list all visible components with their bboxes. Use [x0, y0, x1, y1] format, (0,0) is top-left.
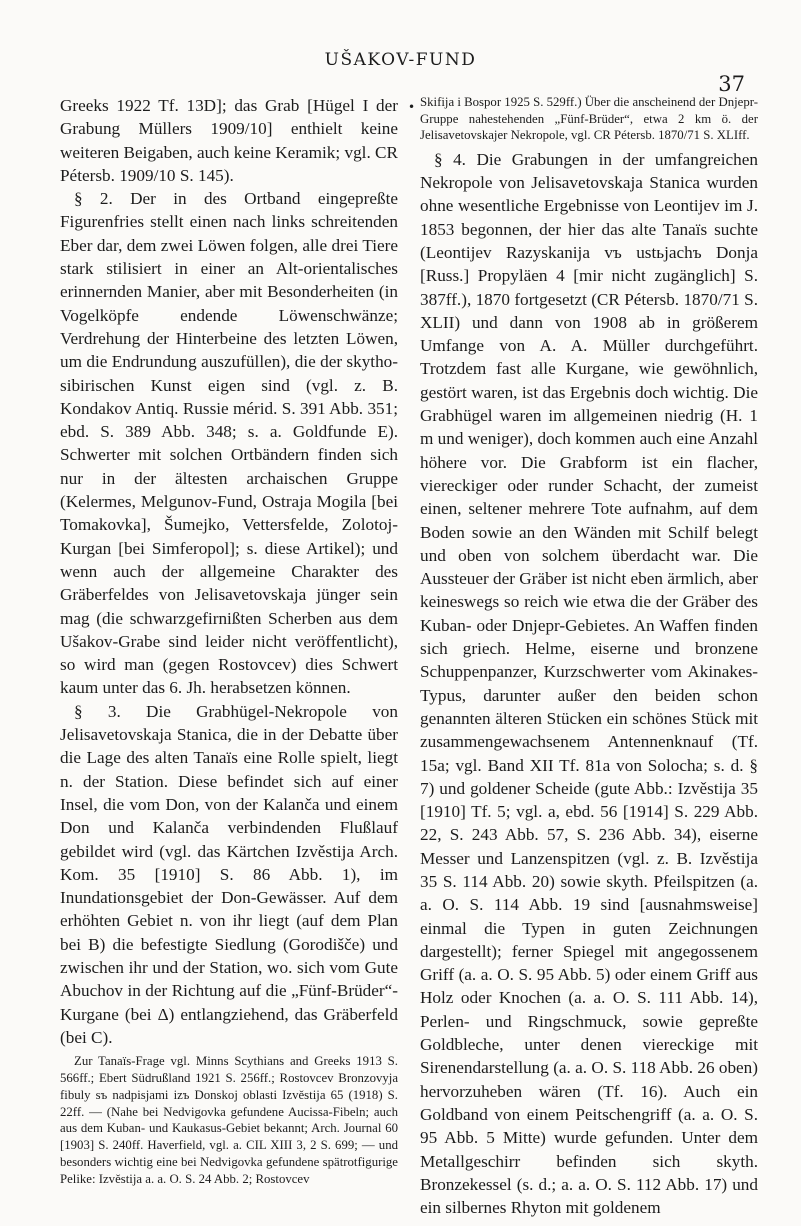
paragraph: Greeks 1922 Tf. 13D]; das Grab [Hügel I der Grabung Müllers 1909/10] enthielt keine weiteren Beigaben, auch keine Keramik; vgl. CR Pétersb. 1909/10 S. 145). — [60, 96, 398, 185]
footnote-continuation-text: Skifija i Bospor 1925 S. 529ff.) Über die anscheinend der Dnjepr-Gruppe nahestehenden „Fünf-Brüder“, etwa 2 km ö. der Jelisavetovskajer Nekropole, vgl. CR Pétersb. 1870/71 S. XLIff. — [420, 95, 758, 143]
margin-mark: • — [408, 100, 416, 114]
paragraph: § 3. Die Grabhügel-Nekropole von Jelisavetovskaja Stanica, die in der Debatte über die Lage des alten Tanaïs eine Rolle spielt, liegt n. der Station. Diese befindet sich auf einer Insel, die vom Don, von der Kalanča und einem Don und Kalanča verbindenden Flußlauf gebildet wird (vgl. das Kärtchen Izvěstija Arch. Kom. 35 [1910] S. 86 Abb. 1), im Inundationsgebiet der Don-Gewässer. Auf dem erhöhten Gebiet n. von ihr liegt (auf dem Plan bei B) die befestigte Siedlung (Gorodišče) und zwischen ihr und der Station, wo. sich vom Gute Abuchov in der Richtung auf die „Fünf-Brüder“-Kurgane (bei Δ) entlangziehend, das Gräberfeld (bei C). — [60, 701, 398, 1047]
page-header — [0, 50, 801, 96]
left-body-text — [60, 94, 398, 1049]
footnote-text: Zur Tanaïs-Frage vgl. Minns Scythians and Greeks 1913 S. 566ff.; Ebert Südrußland 1921 S. 256ff.; Rostovcev Bronzovyja fibuly sъ nadpisjami izъ Donskoj oblasti Izvěstija 65 (1918) S. 22ff. — (Nahe bei Nedvigovka gefundene Aucissa-Fibeln; auch aus dem Kuban- und Kaukasus-Gebiet bekannt; Arch. Journal 60 [1903] S. 240ff. Haverfield, vgl. a. CIL XIII 3, 2 S. 699; — und besonders wichtig eine bei Nedvigovka gefundene spätrotfigurige Pelike: Izvěstija a. a. O. S. 24 Abb. 2; Rostovcev — [60, 1054, 398, 1186]
left-column — [60, 94, 398, 1188]
footnote — [60, 1053, 398, 1187]
right-body-text — [420, 148, 758, 1220]
running-title: UŠAKOV-FUND — [324, 50, 477, 70]
right-column — [420, 94, 758, 1219]
footnote-continuation — [420, 94, 758, 144]
paragraph: § 4. Die Grabungen in der umfangreichen Nekropole von Jelisavetovskaja Stanica wurden ohne wesentliche Ergebnisse von Leontijev im J. 1853 begonnen, der hier das alte Tanaïs suchte (Leontijev Razyskanija vъ ustьjachъ Donja [Russ.] Propyläen 4 [mir nicht zugänglich] S. 387ff.), 1870 fortgesetzt (CR Pétersb. 1870/71 S. XLII) und dann von 1908 ab in größerem Umfange von A. A. Müller durchgeführt. Trotzdem fast alle Kurgane, wie gewöhnlich, gestört waren, ist das Ergebnis doch wichtig. Die Grabhügel waren im allgemeinen niedrig (H. 1 m und weniger), doch kommen auch eine Anzahl höhere vor. Die Grabform ist ein flacher, viereckiger oder runder Schacht, der zumeist einen, seltener mehrere Tote aufnahm, auf dem Boden sowie an den Wänden mit Schilf belegt und oben von solchem überdacht war. Die Aussteuer der Gräber ist nicht eben ärmlich, aber keineswegs so reich wie etwa die der Gräber des Kuban- oder Dnjepr-Gebietes. An Waffen finden sich griech. Helme, eiserne und bronzene Schuppenpanzer, Kurzschwerter vom Akinakes-Typus, darunter außer den beiden schon genannten älteren Stücken ein schönes Stück mit zusammengewachsenem Antennenknauf (Tf. 15a; vgl. Band XII Tf. 81a von Solocha; s. d. § 7) und goldener Scheide (gute Abb.: Izvěstija 35 [1910] Tf. 5; vgl. a, ebd. 56 [1914] S. 229 Abb. 22, S. 243 Abb. 57, S. 236 Abb. 34), eiserne Messer und Lanzenspitzen (vgl. z. B. Izvěstija 35 S. 114 Abb. 20) sowie skyth. Pfeilspitzen (a. a. O. S. 114 Abb. 19 sind [ausnahmsweise] einmal die Typen in guten Zeichnungen dargestellt); ferner Spiegel mit angegossenem Griff (a. a. O. S. 95 Abb. 5) oder einem Griff aus Holz oder Knochen (a. a. O. S. 111 Abb. 14), Perlen- und Ringschmuck, sowie gepreßte Goldbleche, unter denen viereckige mit Sirenendarstellung (a. a. O. S. 118 Abb. 26 oben) hervorzuheben wären (Tf. 16). Auch ein Goldband von einem Peitschengriff (a. a. O. S. 95 Abb. 5 Mitte) wurde gefunden. Unter dem Metallgeschirr befinden sich skyth. Bronzekessel (s. d.; a. a. O. S. 112 Abb. 17) und ein silbernes Rhyton mit goldenem — [420, 149, 758, 1218]
page-number: 37 — [718, 72, 745, 96]
paragraph: § 2. Der in des Ortband eingepreßte Figurenfries stellt einen nach links schreitenden Eber dar, dem zwei Löwen folgen, alle drei Tiere stark stilisiert in einer an Alt-orientalisches erinnernden Manier, aber mit Besonderheiten (in Vogelköpfe endende Löwenschwänze; Verdrehung der Hinterbeine des letzten Löwen, um die Endrundung auszufüllen), die der skytho-sibirischen Kunst eigen sind (vgl. z. B. Kondakov Antiq. Russie mérid. S. 391 Abb. 351; ebd. S. 389 Abb. 348; s. a. Goldfunde E). Schwerter mit solchen Ortbändern finden sich nur in der ältesten archaischen Gruppe (Kelermes, Melgunov-Fund, Ostraja Mogila [bei Tomakovka], Šumejko, Vettersfelde, Zolotoj-Kurgan [bei Simferopol]; s. diese Artikel); und wenn auch der allgemeine Charakter des Gräberfeldes von Jelisavetovskaja jünger sein mag (die schwarzgefirnißten Scherben aus dem Ušakov-Grabe sind leider nicht veröffentlicht), so wird man (gegen Rostovcev) dies Schwert kaum unter das 6. Jh. herabsetzen können. — [60, 189, 398, 698]
